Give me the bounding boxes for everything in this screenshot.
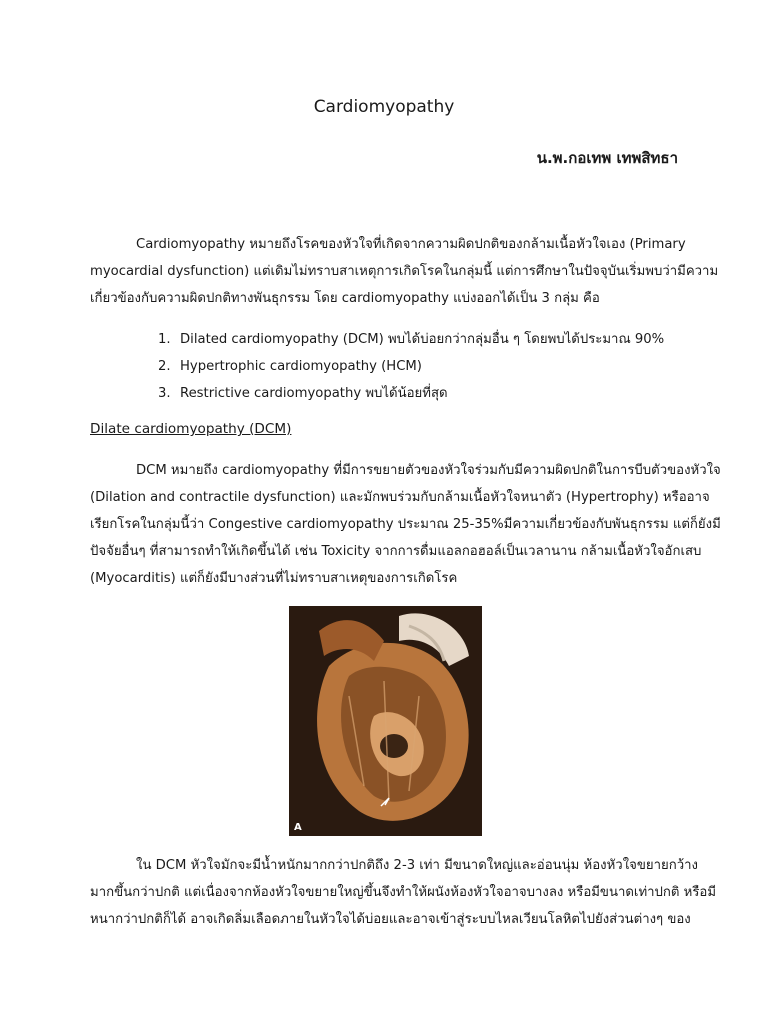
paragraph-line: มากขึ้นกว่าปกติ แต่เนื่องจากห้องหัวใจขยายใหญ่ขึ้นจึงทำให้ผนังห้องหัวใจอาจบางลง หรือมีขนาดเท่าปกติ หรือมี — [90, 885, 717, 900]
heart-specimen-photo — [289, 606, 482, 836]
list-number: 1. — [158, 332, 171, 347]
paragraph-line: เกี่ยวข้องกับความผิดปกติทางพันธุกรรม โดย cardiomyopathy แบ่งออกได้เป็น 3 กลุ่ม คือ — [90, 291, 600, 306]
section-heading: Dilate cardiomyopathy (DCM) — [90, 421, 292, 437]
paragraph-line: (Dilation and contractile dysfunction) และมักพบร่วมกับกล้ามเนื้อหัวใจหนาตัว (Hypertrophy) หรืออาจ — [90, 490, 710, 505]
paragraph-line: หนากว่าปกติก็ได้ อาจเกิดลิ่มเลือดภายในหัวใจได้บ่อยและอาจเข้าสู่ระบบไหลเวียนโลหิตไปยังส่วนต่างๆ ของ — [90, 912, 691, 927]
cardiomyopathy-types-list — [158, 326, 664, 407]
page-title: Cardiomyopathy — [313, 97, 455, 117]
dcm-paragraph — [90, 457, 721, 592]
heart-illustration — [289, 606, 482, 836]
paragraph-line: DCM หมายถึง cardiomyopathy ที่มีการขยายตัวของหัวใจร่วมกับมีความผิดปกติในการบีบตัวของหัวใจ — [136, 463, 721, 478]
paragraph-line: (Myocarditis) แต่ก็ยังมีบางส่วนที่ไม่ทราบสาเหตุของการเกิดโรค — [90, 571, 458, 586]
figure-label: A — [294, 822, 302, 833]
list-number: 3. — [158, 386, 171, 401]
paragraph-line: Cardiomyopathy หมายถึงโรคของหัวใจที่เกิดจากความผิดปกติของกล้ามเนื้อหัวใจเอง (Primary — [136, 237, 686, 252]
list-item — [158, 353, 664, 380]
final-paragraph — [90, 852, 717, 933]
paragraph-line: myocardial dysfunction) แต่เดิมไม่ทราบสาเหตุการเกิดโรคในกลุ่มนี้ แต่การศึกษาในปัจจุบันเริ่มพบว่ามีความ — [90, 264, 719, 279]
author-name: น.พ.กอเทพ เทพสิทธา — [536, 149, 678, 167]
paragraph-line: ใน DCM หัวใจมักจะมีน้ำหนักมากกว่าปกติถึง 2-3 เท่า มีขนาดใหญ่และอ่อนนุ่ม ห้องหัวใจขยายกว้าง — [136, 858, 698, 873]
intro-paragraph — [90, 231, 719, 312]
list-item — [158, 326, 664, 353]
list-item — [158, 380, 664, 407]
paragraph-line: ปัจจัยอื่นๆ ที่สามารถทำให้เกิดขึ้นได้ เช่น Toxicity จากการดื่มแอลกอฮอล์เป็นเวลานาน กล้ามเนื้อหัวใจอักเสบ — [90, 544, 702, 559]
list-text: Dilated cardiomyopathy (DCM) พบได้บ่อยกว่ากลุ่มอื่น ๆ โดยพบได้ประมาณ 90% — [180, 332, 665, 347]
paragraph-line: เรียกโรคในกลุ่มนี้ว่า Congestive cardiomyopathy ประมาณ 25-35%มีความเกี่ยวข้องกับพันธุกรรม แต่ก็ยังมี — [90, 517, 721, 532]
list-number: 2. — [158, 359, 171, 374]
list-text: Restrictive cardiomyopathy พบได้น้อยที่สุด — [180, 386, 448, 401]
list-text: Hypertrophic cardiomyopathy (HCM) — [180, 359, 422, 374]
